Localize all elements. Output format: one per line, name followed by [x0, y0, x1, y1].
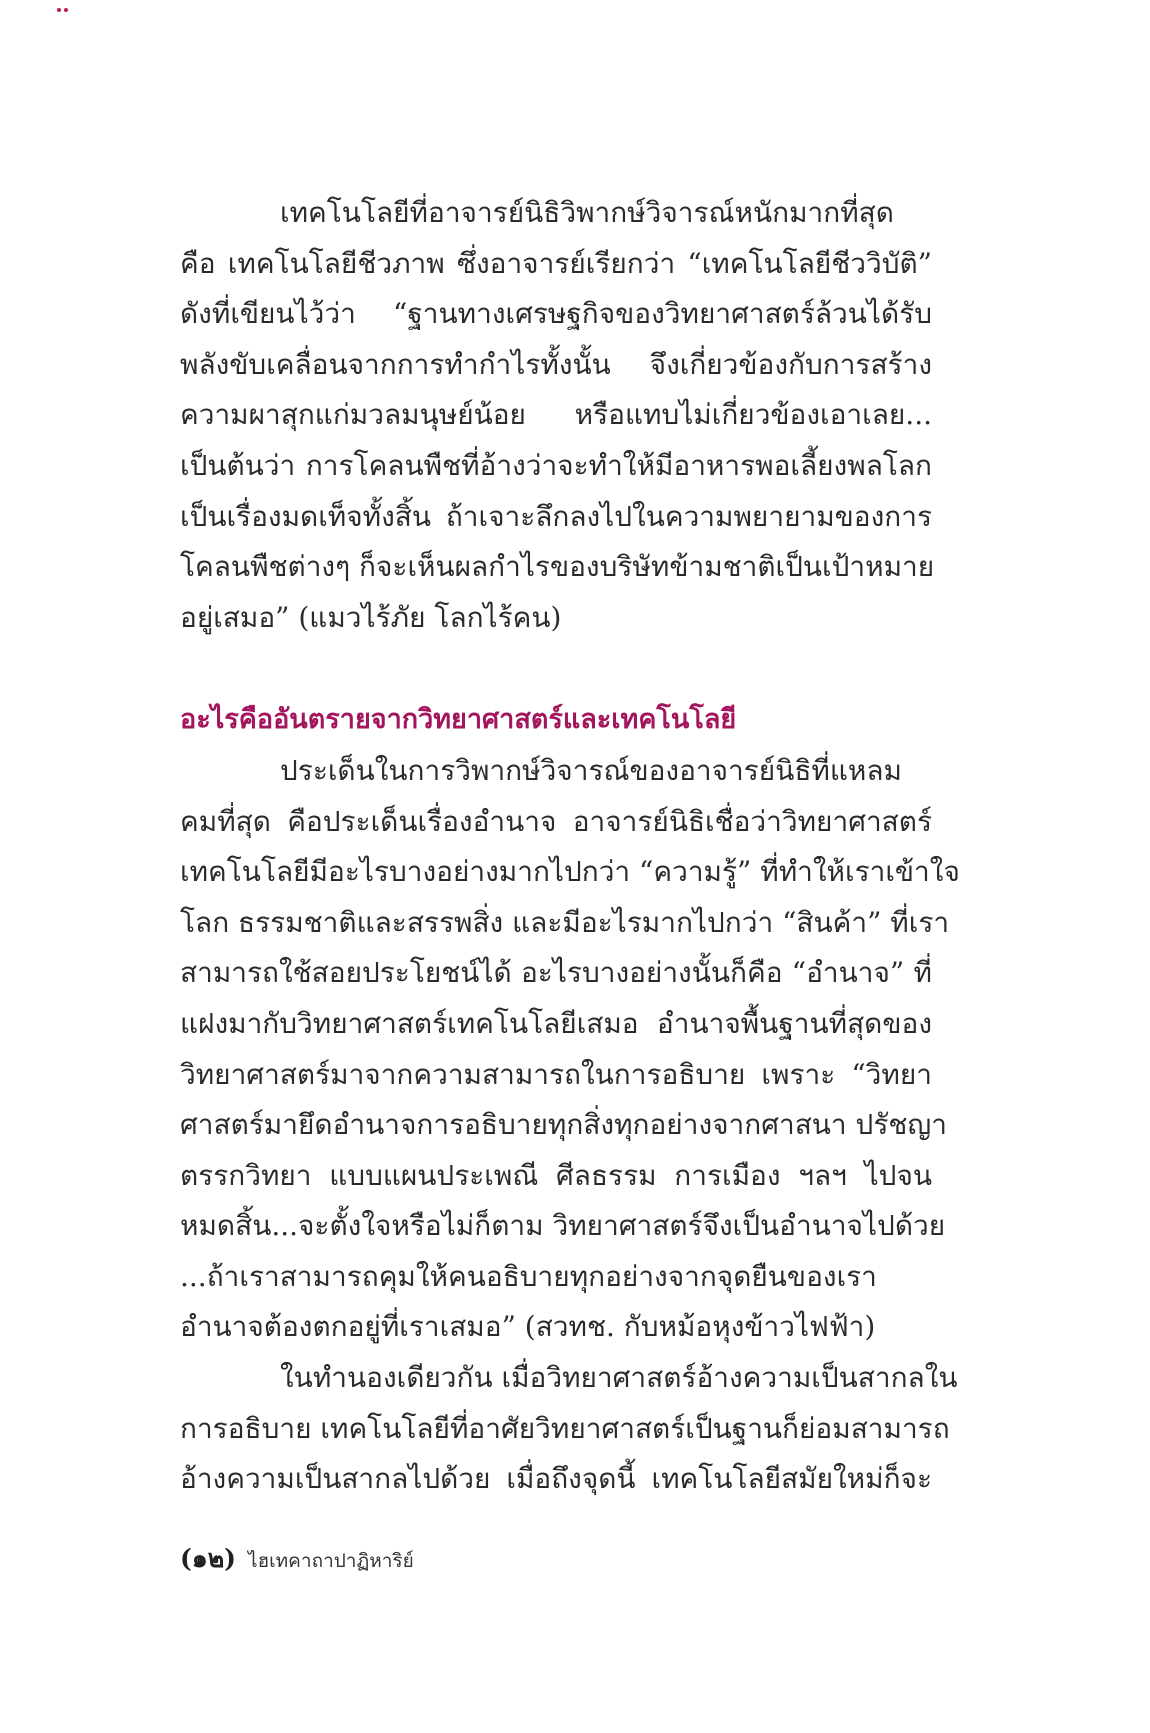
page-body [180, 188, 960, 1505]
text-line: โคลนพืชต่างๆ ก็จะเห็นผลกำไรของบริษัทข้ามชาติเป็นเป้าหมาย [180, 550, 935, 584]
text-line: เป็นต้นว่า การโคลนพืชที่อ้างว่าจะทำให้มีอาหารพอเลี้ยงพลโลก [180, 448, 932, 482]
text-line: การอธิบาย เทคโนโลยีที่อาศัยวิทยาศาสตร์เป็นฐานก็ย่อมสามารถ [180, 1411, 950, 1445]
paragraph-3 [180, 1353, 958, 1505]
section-heading: อะไรคืออันตรายจากวิทยาศาสตร์และเทคโนโลยี [180, 704, 737, 736]
text-line: สามารถใช้สอยประโยชน์ได้ อะไรบางอย่างนั้นก็คือ “อำนาจ” ที่ [180, 956, 932, 990]
text-line: โลก ธรรมชาติและสรรพสิ่ง และมีอะไรมากไปกว่า “สินค้า” ที่เรา [180, 905, 950, 939]
corner-dots-decoration [57, 8, 68, 12]
text-line: หมดสิ้น...จะตั้งใจหรือไม่ก็ตาม วิทยาศาสตร์จึงเป็นอำนาจไปด้วย [180, 1209, 946, 1243]
page-number: (๑๒) [180, 1544, 237, 1573]
text-line: เป็นเรื่องมดเท็จทั้งสิ้น ถ้าเจาะลึกลงไปในความพยายามของการ [180, 499, 932, 533]
text-line: พลังขับเคลื่อนจากการทำกำไรทั้งนั้น จึงเกี่ยวข้องกับการสร้าง [180, 347, 932, 381]
text-line: ประเด็นในการวิพากษ์วิจารณ์ของอาจารย์นิธิที่แหลม [280, 753, 903, 787]
running-title: ไฮเทคาถาปาฏิหาริย์ [248, 1550, 414, 1572]
text-line: อ้างความเป็นสากลไปด้วย เมื่อถึงจุดนี้ เทคโนโลยีสมัยใหม่ก็จะ [180, 1462, 932, 1496]
text-line: ...ถ้าเราสามารถคุมให้คนอธิบายทุกอย่างจากจุดยืนของเรา [180, 1259, 877, 1293]
text-line: อยู่เสมอ” (แมวไร้ภัย โลกไร้คน) [180, 600, 562, 634]
text-line: อำนาจต้องตกอยู่ที่เราเสมอ” (สวทช. กับหม้อหุงข้าวไฟฟ้า) [180, 1310, 876, 1344]
text-line: คมที่สุด คือประเด็นเรื่องอำนาจ อาจารย์นิธิเชื่อว่าวิทยาศาสตร์ [180, 804, 932, 838]
dot [57, 8, 61, 12]
text-line: เทคโนโลยีที่อาจารย์นิธิวิพากษ์วิจารณ์หนักมากที่สุด [280, 196, 894, 229]
section-spacer [180, 643, 932, 695]
paragraph-2 [180, 746, 960, 1353]
text-line: ศาสตร์มายึดอำนาจการอธิบายทุกสิ่งทุกอย่างจากศาสนา ปรัชญา [180, 1108, 947, 1142]
text-line: ตรรกวิทยา แบบแผนประเพณี ศีลธรรม การเมือง ฯลฯ ไปจน [180, 1158, 932, 1192]
text-line: ในทำนองเดียวกัน เมื่อวิทยาศาสตร์อ้างความเป็นสากลใน [280, 1361, 958, 1395]
text-line: ความผาสุกแก่มวลมนุษย์น้อย หรือแทบไม่เกี่ยวข้องเอาเลย... [180, 398, 932, 432]
text-line: แฝงมากับวิทยาศาสตร์เทคโนโลยีเสมอ อำนาจพื้นฐานที่สุดของ [180, 1006, 932, 1040]
page-footer [180, 1539, 414, 1579]
dot [64, 8, 68, 12]
text-line: เทคโนโลยีมีอะไรบางอย่างมากไปกว่า “ความรู้” ที่ทำให้เราเข้าใจ [180, 855, 960, 889]
text-line: วิทยาศาสตร์มาจากความสามารถในการอธิบาย เพราะ “วิทยา [180, 1057, 932, 1091]
text-line: ดังที่เขียนไว้ว่า “ฐานทางเศรษฐกิจของวิทยาศาสตร์ล้วนได้รับ [180, 297, 932, 331]
paragraph-1 [180, 188, 935, 643]
text-line: คือ เทคโนโลยีชีวภาพ ซึ่งอาจารย์เรียกว่า “เทคโนโลยีชีววิบัติ” [180, 246, 932, 280]
